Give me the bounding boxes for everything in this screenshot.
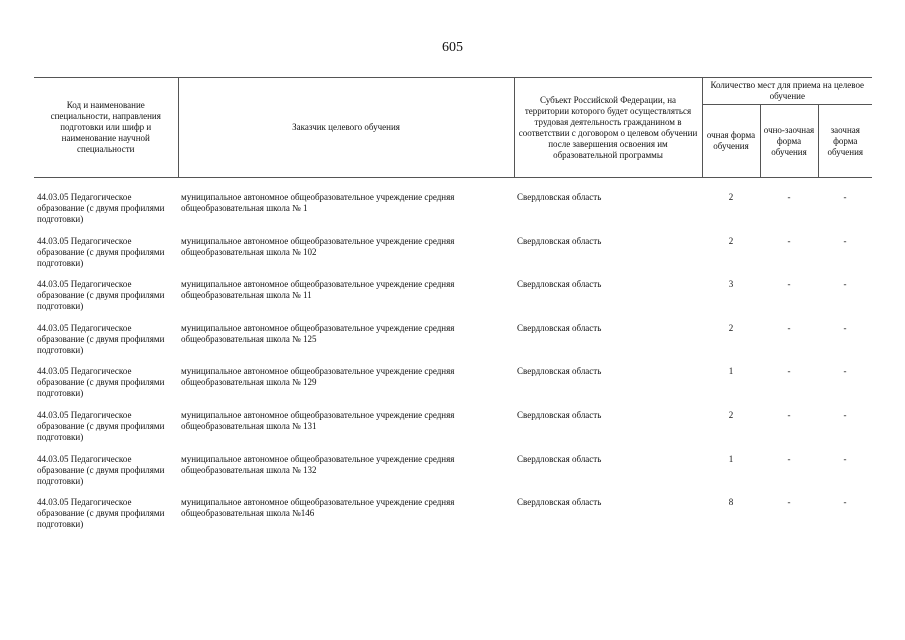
cell-subject: Свердловская область: [517, 497, 602, 508]
table-row: [34, 323, 872, 367]
cell-extramural: -: [843, 366, 847, 377]
cell-subject: Свердловская область: [517, 279, 602, 290]
cell-code: 44.03.05 Педагогическое образование (с двумя профилями подготовки): [37, 192, 165, 224]
header-parttime: очно-заочная форма обучения: [760, 105, 818, 178]
cell-extramural: -: [843, 497, 847, 508]
cell-subject: Свердловская область: [517, 322, 602, 333]
cell-fulltime: 2: [728, 192, 734, 202]
cell-extramural: -: [843, 279, 847, 290]
cell-parttime: -: [787, 453, 791, 464]
header-code: Код и наименование специальности, направления подготовки или шифр и наименование научной специальности: [34, 78, 178, 178]
cell-subject: Свердловская область: [517, 192, 602, 202]
cell-extramural: -: [843, 322, 847, 333]
cell-code: 44.03.05 Педагогическое образование (с двумя профилями подготовки): [37, 453, 165, 486]
cell-customer: муниципальное автономное общеобразовательное учреждение средняя общеобразовательная школа № 1: [181, 192, 455, 213]
table-row: [34, 236, 872, 280]
cell-parttime: -: [787, 322, 791, 333]
cell-extramural: -: [843, 409, 847, 420]
cell-code: 44.03.05 Педагогическое образование (с двумя профилями подготовки): [37, 366, 165, 399]
cell-code: 44.03.05 Педагогическое образование (с двумя профилями подготовки): [37, 497, 165, 530]
header-customer: Заказчик целевого обучения: [178, 78, 514, 178]
header-places: Количество мест для приема на целевое обучение: [702, 78, 872, 105]
table-row: [34, 410, 872, 454]
cell-subject: Свердловская область: [517, 235, 602, 246]
cell-fulltime: 3: [728, 279, 734, 290]
header-fulltime: очная форма обучения: [702, 105, 760, 178]
table-row: [34, 366, 872, 410]
cell-customer: муниципальное автономное общеобразовательное учреждение средняя общеобразовательная школа № 125: [181, 322, 455, 344]
cell-extramural: -: [843, 192, 847, 202]
target-training-table: [34, 77, 872, 541]
table-row: [34, 454, 872, 498]
cell-parttime: -: [787, 366, 791, 377]
cell-code: 44.03.05 Педагогическое образование (с двумя профилями подготовки): [37, 279, 165, 312]
cell-subject: Свердловская область: [517, 366, 602, 377]
cell-customer: муниципальное автономное общеобразовательное учреждение средняя общеобразовательная школа № 132: [181, 453, 455, 475]
cell-code: 44.03.05 Педагогическое образование (с двумя профилями подготовки): [37, 409, 165, 442]
header-subject: Субъект Российской Федерации, на территории которого будет осуществляться трудовая деятельность гражданином в соответствии с договором о целевом обучении после завершения освоения им образовательной программы: [514, 78, 702, 178]
cell-parttime: -: [787, 409, 791, 420]
cell-extramural: -: [843, 235, 847, 246]
header-extramural: заочная форма обучения: [818, 105, 872, 178]
cell-customer: муниципальное автономное общеобразовательное учреждение средняя общеобразовательная школа №146: [181, 497, 455, 519]
cell-subject: Свердловская область: [517, 453, 602, 464]
table-row: [34, 178, 872, 236]
cell-customer: муниципальное автономное общеобразовательное учреждение средняя общеобразовательная школа № 131: [181, 409, 455, 431]
cell-customer: муниципальное автономное общеобразовательное учреждение средняя общеобразовательная школа № 11: [181, 279, 455, 301]
cell-fulltime: 1: [728, 366, 734, 377]
cell-extramural: -: [843, 453, 847, 464]
table-row: [34, 279, 872, 323]
cell-fulltime: 1: [728, 453, 734, 464]
cell-fulltime: 2: [728, 235, 734, 246]
cell-customer: муниципальное автономное общеобразовательное учреждение средняя общеобразовательная школа № 102: [181, 235, 455, 257]
cell-code: 44.03.05 Педагогическое образование (с двумя профилями подготовки): [37, 322, 165, 355]
cell-fulltime: 2: [728, 409, 734, 420]
cell-parttime: -: [787, 497, 791, 508]
cell-parttime: -: [787, 192, 791, 202]
table-row: [34, 497, 872, 541]
page-number: 605: [442, 40, 463, 55]
cell-parttime: -: [787, 235, 791, 246]
cell-customer: муниципальное автономное общеобразовательное учреждение средняя общеобразовательная школа № 129: [181, 366, 455, 388]
cell-fulltime: 8: [728, 497, 734, 508]
cell-fulltime: 2: [728, 322, 734, 333]
cell-code: 44.03.05 Педагогическое образование (с двумя профилями подготовки): [37, 235, 165, 268]
cell-parttime: -: [787, 279, 791, 290]
cell-subject: Свердловская область: [517, 409, 602, 420]
